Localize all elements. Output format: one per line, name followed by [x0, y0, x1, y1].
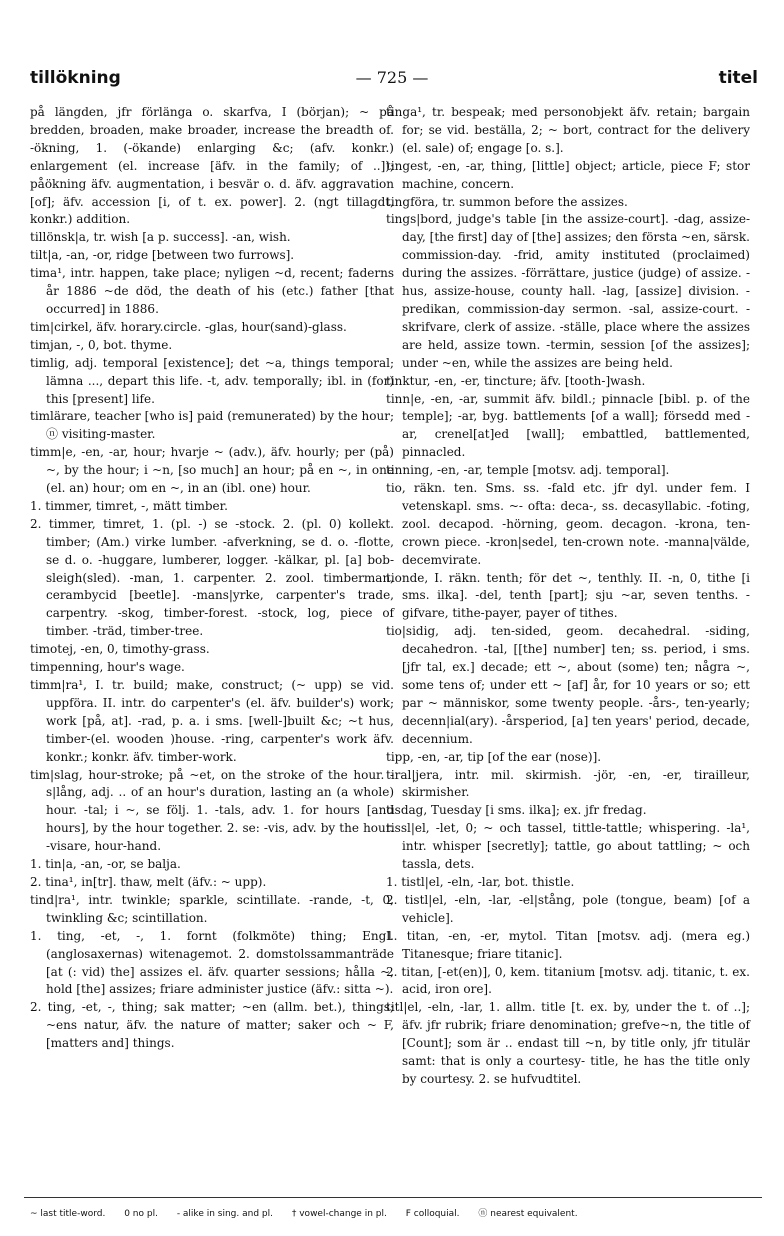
dictionary-entry: 2. ting, -et, -, thing; sak matter; ~en (allm. bet.), things; ~ens natur, äfv. the nature of matter; saker och ~ F, [matters and] things.: [30, 1000, 394, 1051]
header-first-word: tillökning: [30, 68, 121, 88]
dictionary-entry: timotej, -en, 0, timothy-grass.: [30, 642, 210, 657]
dictionary-entry: 2. tina¹, in[tr]. thaw, melt (äfv.: ~ upp).: [30, 874, 267, 889]
legend-alike: - alike in sing. and pl.: [176, 1209, 273, 1219]
dictionary-entry: tinga¹, tr. bespeak; med personobjekt äfv. retain; bargain for; se vid. beställa, 2; ~ bort, contract for the delivery (el. sale) of; engage [o. s.].: [386, 105, 750, 155]
dictionary-entry: tim|slag, hour-stroke; på ~et, on the stroke of the hour. -s|lång, adj. .. of an hour's duration, lasting an (a whole) hour. -tal; i ~, se följ. 1. -tals, adv. 1. for hours [and hours], by the hour together. 2. se: -vis, adv. by the hour. -visare, hour-hand.: [30, 767, 394, 854]
page-header: [0, 68, 784, 98]
dictionary-entry: tissl|el, -let, 0; ~ och tassel, tittle-tattle; whispering. -la¹, intr. whisper [secretly]; tattle, go about tattling; ~ och tassla, dets.: [386, 821, 750, 872]
dictionary-entry: tio|sidig, adj. ten-sided, geom. decahedral. -siding, decahedron. -tal, [[the] number] ten; ss. period, i sms. [jfr tal, ex.] decade; ett ~, about (some) ten; några ~, some tens of; under ett ~ [af] år, for 10 years or so; ett par ~ människor, some twenty people. -års-, ten-yearly; decenn|ial(ary). -årsperiod, [a] ten years' period, decade, decennium.: [386, 624, 750, 746]
dictionary-entry: 1. ting, -et, -, 1. fornt (folkmöte) thing; Engl. (anglosaxernas) witenagemot. 2. domstolssammanträde [at (: vid) the] assizes el. äfv. quarter sessions; hålla ~, hold [the] assizes; friare administer justice (äfv.: sitta ~).: [30, 928, 394, 997]
page-number: — 725 —: [355, 68, 429, 87]
right-column: [386, 104, 750, 1089]
dictionary-entry: 2. titan, [-et(en)], 0, kem. titanium [motsv. adj. titanic, t. ex. acid, iron ore].: [386, 964, 750, 997]
legend-no-plural: 0 no pl.: [124, 1209, 158, 1219]
dictionary-entry: tingest, -en, -ar, thing, [little] object; article, piece F; stor machine, concern.: [386, 158, 750, 191]
dictionary-entry: tipp, -en, -ar, tip [of the ear (nose)].: [386, 749, 602, 764]
dictionary-entry: tind|ra¹, intr. twinkle; sparkle, scintillate. -rande, -t, 0, twinkling &c; scintillation.: [30, 892, 394, 925]
dictionary-entry: tillönsk|a, tr. wish [a p. success]. -an, wish.: [30, 230, 291, 245]
dictionary-entry: 2. tistl|el, -eln, -lar, -el|stång, pole (tongue, beam) [of a vehicle].: [386, 892, 750, 925]
abbreviation-legend: [30, 1206, 764, 1219]
dictionary-entry: tinktur, -en, -er, tincture; äfv. [tooth-]wash.: [386, 373, 646, 388]
dictionary-entry: timlärare, teacher [who is] paid (remunerated) by the hour; ⓝ visiting-master.: [30, 409, 394, 442]
dictionary-entry: 1. titan, -en, -er, mytol. Titan [motsv. adj. (mera eg.) Titanesque; friare titanic].: [386, 928, 750, 961]
dictionary-entry: titl|el, -eln, -lar, 1. allm. title [t. ex. by, under the t. of ..]; äfv. jfr rubrik; friare denomination; grefve~n, the title of [Count]; som är .. endast till ~n, by title only, jfr titulär samt: that is only a courtesy- title, he has the title only by courtesy. 2. se hufvudtitel.: [386, 1000, 750, 1086]
dictionary-entry: timm|e, -en, -ar, hour; hvarje ~ (adv.), äfv. hourly; per (på) ~, by the hour; i ~n, [so much] an hour; på en ~, in one (el. an) hour; om en ~, in an (ibl. one) hour.: [30, 445, 394, 496]
dictionary-entry: tingföra, tr. summon before the assizes.: [386, 194, 628, 209]
footer-divider: [24, 1197, 762, 1198]
dictionary-entry: tinn|e, -en, -ar, summit äfv. bildl.; pinnacle [bibl. p. of the temple]; -ar, byg. battlements [of a wall]; försedd med -ar, crenel[at]ed [wall]; embattled, battlemented, pinnacled.: [386, 391, 750, 460]
dictionary-entry: på längden, jfr förlänga o. skarfva, I (början); ~ på bredden, broaden, make broader, increase the breadth of. -ökning, 1. (-ökande) enlarging &c; (afv. konkr.) enlargement (el. increase [äfv. in the family; of ..]); påökning äfv. augmentation, i besvär o. d. äfv. aggravation [of]; äfv. accession [i, of t. ex. power]. 2. (ngt tillagdt, konkr.) addition.: [30, 105, 394, 227]
dictionary-entry: tio, räkn. ten. Sms. ss. -fald etc. jfr dyl. under fem. I vetenskapl. sms. ~- ofta: deca-, ss. decasyllabic. -foting, zool. decapod. -hörning, geom. decagon. -krona, ten-crown piece. -kron|sedel, ten-crown note. -manna|välde, decemvirate.: [386, 481, 750, 567]
dictionary-entry: tionde, I. räkn. tenth; för det ~, tenthly. II. -n, 0, tithe [i sms. ilka]. -del, tenth [part]; sju ~ar, seven tenths. -gifvare, tithe-payer, payer of tithes.: [386, 570, 750, 621]
legend-tilde: ~ last title-word.: [30, 1209, 106, 1219]
dictionary-entry: tisdag, Tuesday [i sms. ilka]; ex. jfr fredag.: [386, 803, 647, 818]
dictionary-entry: timm|ra¹, I. tr. build; make, construct; (~ upp) se vid. uppföra. II. intr. do carpenter's (el. äfv. builder's) work; work [på, at]. -rad, p. a. i sms. [well-]built &c; ~t hus, timber-(el. wooden )house. -ring, carpenter's work äfv. konkr.; konkr. äfv. timber-work.: [30, 678, 394, 764]
dictionary-entry: tings|bord, judge's table [in the assize-court]. -dag, assize-day, [the first] day of [the] assizes; den första ~en, särsk. commission-day. -frid, amity instituted (proclaimed) during the assizes. -förrättare, justice (judge) of assize. -hus, assize-house, county hall. -lag, [assize] division. -predikan, commission-day sermon. -sal, assize-court. -skrifvare, clerk of assize. -ställe, place where the assizes are held, assize town. -termin, session [of the assizes]; under ~en, while the assizes are being held.: [386, 212, 750, 370]
dictionary-entry: tinning, -en, -ar, temple [motsv. adj. temporal].: [386, 463, 670, 478]
dictionary-entry: tim|cirkel, äfv. horary.circle. -glas, hour(sand)-glass.: [30, 319, 347, 334]
dictionary-entry: tima¹, intr. happen, take place; nyligen ~d, recent; faderns år 1886 ~de död, the death of his (etc.) father [that occurred] in 1886.: [30, 266, 394, 316]
legend-vowel-change: † vowel-change in pl.: [291, 1209, 387, 1219]
dictionary-entry: tilt|a, -an, -or, ridge [between two furrows].: [30, 248, 295, 263]
dictionary-entry: 1. tin|a, -an, -or, se balja.: [30, 857, 181, 872]
header-last-word: titel: [718, 68, 758, 88]
dictionary-entry: tiral|jera, intr. mil. skirmish. -jör, -en, -er, tirailleur, skirmisher.: [386, 767, 750, 800]
dictionary-entry: timlig, adj. temporal [existence]; det ~a, things temporal; lämna ..., depart this life. -t, adv. temporally; ibl. in (for) this [present] life.: [30, 355, 394, 406]
dictionary-entry: timjan, -, 0, bot. thyme.: [30, 337, 173, 352]
dictionary-entry: 1. timmer, timret, -, mätt timber.: [30, 498, 228, 513]
dictionary-entry: 1. tistl|el, -eln, -lar, bot. thistle.: [386, 874, 575, 889]
dictionary-entry: 2. timmer, timret, 1. (pl. -) se -stock. 2. (pl. 0) kollekt. timber; (Am.) virke lumber. -afverkning, se d. o. -flotte, se d. o. -huggare, lumberer, logger. -kälkar, pl. [a] bob-sleigh(sled). -man, 1. carpenter. 2. zool. timberman, cerambycid [beetle]. -mans|yrke, carpenter's trade, carpentry. -skog, timber-forest. -stock, log, piece of timber. -träd, timber-tree.: [30, 516, 394, 639]
legend-nearest-equivalent: ⓝ nearest equivalent.: [478, 1209, 578, 1219]
legend-colloquial: F colloquial.: [405, 1209, 460, 1219]
dictionary-entry: timpenning, hour's wage.: [30, 660, 185, 675]
left-column: [30, 104, 394, 1053]
